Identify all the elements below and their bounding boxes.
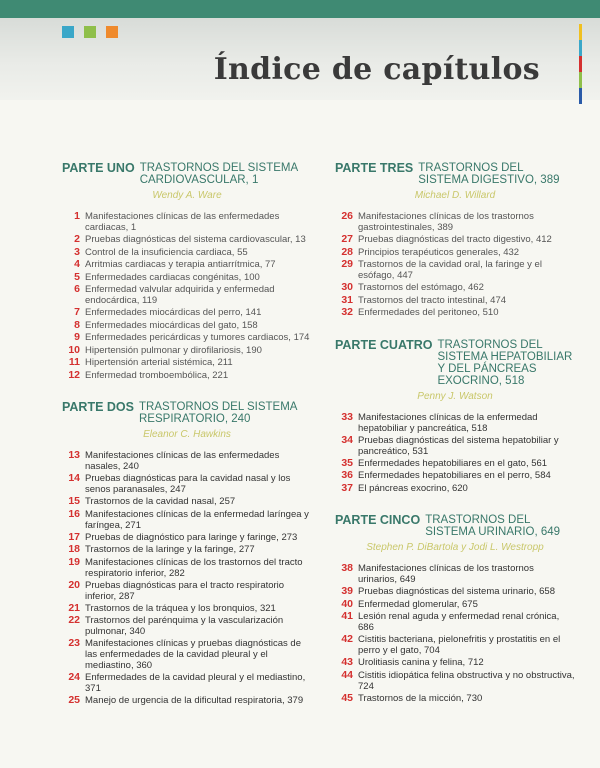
- part-author: Stephen P. DiBartola y Jodi L. Westropp: [366, 542, 544, 553]
- chapter-entry[interactable]: [62, 272, 312, 284]
- chapter-entry[interactable]: [62, 509, 312, 531]
- chapter-title: Control de la insuficiencia cardiaca, 55: [85, 246, 248, 258]
- part-header: [335, 162, 575, 186]
- chapter-title: Pruebas diagnósticas del tracto digestivo, 412: [358, 234, 552, 245]
- chapter-number: 25: [68, 694, 80, 706]
- chapter-title: Manifestaciones clínicas de la enfermedad hepatobiliar y pancreática, 518: [358, 411, 538, 434]
- chapter-title: Trastornos de la cavidad nasal, 257: [85, 496, 236, 507]
- top-color-bar: [0, 0, 600, 18]
- chapter-number: 45: [341, 691, 353, 704]
- part-section: [335, 162, 575, 319]
- chapter-title: Hipertensión arterial sistémica, 211: [85, 357, 233, 368]
- chapter-entry[interactable]: [335, 563, 575, 585]
- chapter-title: Pruebas diagnósticas para la cavidad nasal y los senos paranasales, 247: [85, 473, 291, 495]
- part-title: TRASTORNOS DEL SISTEMA RESPIRATORIO, 240: [139, 401, 297, 425]
- chapter-title: Pruebas diagnósticas para el tracto respiratorio inferior, 287: [85, 579, 285, 602]
- chapter-title: Enfermedades hepatobiliares en el gato, 561: [358, 457, 548, 469]
- chapter-title: Enfermedades del peritoneo, 510: [358, 307, 499, 318]
- part-author: Penny J. Watson: [417, 390, 493, 402]
- chapter-entry[interactable]: [62, 357, 312, 369]
- chapter-entry[interactable]: [62, 695, 312, 707]
- chapter-entry[interactable]: [335, 634, 575, 656]
- chapter-entry[interactable]: [335, 295, 575, 307]
- chapter-title: Trastornos de la micción, 730: [358, 692, 483, 704]
- chapter-number: 27: [341, 233, 353, 245]
- part-title: TRASTORNOS DEL SISTEMA CARDIOVASCULAR, 1: [139, 162, 298, 186]
- chapter-title: Manifestaciones clínicas de las enfermedades nasales, 240: [85, 450, 280, 472]
- part-label: PARTE CINCO: [335, 513, 421, 527]
- chapter-title: Cistitis bacteriana, pielonefritis y prostatitis en el perro y el gato, 704: [358, 634, 561, 656]
- chapter-title: Enfermedades pericárdicas y tumores cardiacos, 174: [85, 332, 310, 343]
- chapter-number: 7: [74, 306, 80, 318]
- chapter-entry[interactable]: [62, 473, 312, 495]
- chapter-entry[interactable]: [62, 345, 312, 357]
- right-column: [335, 162, 575, 724]
- chapter-title: Manifestaciones clínicas de la enfermedad laríngea y faríngea, 271: [85, 508, 309, 531]
- chapter-number: 13: [68, 449, 80, 461]
- chapter-entry[interactable]: [335, 483, 575, 495]
- chapter-number: 36: [341, 469, 353, 481]
- chapter-title: Pruebas diagnósticas del sistema hepatobiliar y pancreático, 531: [358, 434, 559, 457]
- chapter-entry[interactable]: [335, 259, 575, 281]
- chapter-entry[interactable]: [62, 307, 312, 319]
- chapter-entry[interactable]: [62, 247, 312, 259]
- chapter-entry[interactable]: [62, 496, 312, 508]
- chapter-title: Manifestaciones clínicas de las enfermedades cardiacas, 1: [85, 211, 280, 233]
- chapter-title: Pruebas diagnósticas del sistema urinario, 658: [358, 586, 555, 597]
- chapter-entry[interactable]: [62, 544, 312, 556]
- decorative-squares: [62, 26, 118, 38]
- chapter-title: Enfermedad valvular adquirida y enfermedad endocárdica, 119: [85, 284, 275, 306]
- chapter-number: 18: [68, 543, 80, 555]
- chapter-entry[interactable]: [62, 615, 312, 637]
- chapter-number: 15: [68, 495, 80, 507]
- chapter-title: Trastornos del parénquima y la vascularización pulmonar, 340: [85, 615, 284, 637]
- chapter-entry[interactable]: [335, 693, 575, 705]
- chapter-entry[interactable]: [335, 586, 575, 598]
- chapter-number: 43: [341, 656, 353, 668]
- chapter-title: Enfermedades cardiacas congénitas, 100: [85, 271, 260, 283]
- chapter-entry[interactable]: [62, 332, 312, 344]
- chapter-title: Trastornos de la laringe y la faringe, 277: [85, 544, 255, 555]
- left-column: [62, 162, 312, 727]
- chapter-number: 21: [68, 601, 80, 614]
- chapter-number: 28: [341, 245, 353, 258]
- chapter-number: 9: [74, 331, 80, 343]
- chapter-number: 32: [341, 306, 353, 318]
- chapter-number: 12: [68, 368, 80, 381]
- part-label: PARTE CUATRO: [335, 337, 433, 352]
- chapter-number: 3: [74, 245, 80, 258]
- side-color-stripes: [579, 24, 582, 104]
- chapter-entry[interactable]: [335, 412, 575, 434]
- chapter-title: Manejo de urgencia de la dificultad respiratoria, 379: [85, 695, 304, 706]
- part-section: [335, 339, 575, 495]
- chapter-entry[interactable]: [62, 557, 312, 579]
- page-title: Índice de capítulos: [213, 52, 540, 87]
- chapter-number: 31: [341, 293, 353, 306]
- blue-square-icon: [62, 26, 74, 38]
- chapter-entry[interactable]: [335, 657, 575, 669]
- part-author: Michael D. Willard: [414, 190, 496, 201]
- chapter-entry[interactable]: [62, 234, 312, 246]
- chapter-entry[interactable]: [335, 611, 575, 633]
- chapter-number: 22: [68, 614, 80, 626]
- chapter-entry[interactable]: [62, 638, 312, 671]
- chapter-entry[interactable]: [62, 320, 312, 332]
- chapter-title: Urolitiasis canina y felina, 712: [358, 657, 484, 668]
- chapter-number: 33: [341, 410, 353, 423]
- chapter-number: 29: [341, 258, 353, 270]
- chapter-entry[interactable]: [62, 259, 312, 271]
- chapter-entry[interactable]: [335, 435, 575, 457]
- chapter-number: 2: [74, 233, 80, 245]
- part-label: PARTE TRES: [335, 161, 414, 175]
- chapter-number: 41: [341, 610, 353, 622]
- chapter-title: Enfermedad tromboembólica, 221: [85, 369, 229, 381]
- chapter-title: Trastornos del estómago, 462: [358, 282, 484, 293]
- chapter-number: 38: [341, 562, 353, 574]
- chapter-number: 4: [74, 258, 80, 270]
- part-label: PARTE UNO: [62, 161, 135, 175]
- chapter-number: 37: [341, 481, 353, 494]
- chapter-entry[interactable]: [335, 234, 575, 246]
- part-header: [62, 401, 312, 425]
- chapter-entry[interactable]: [62, 580, 312, 602]
- chapter-number: 24: [68, 671, 80, 683]
- chapter-title: Pruebas de diagnóstico para laringe y faringe, 273: [85, 531, 298, 543]
- chapter-number: 16: [68, 507, 80, 520]
- chapter-entry[interactable]: [335, 282, 575, 294]
- part-header: [62, 162, 312, 186]
- chapter-title: Lesión renal aguda y enfermedad renal crónica, 686: [358, 611, 560, 633]
- chapter-number: 17: [68, 530, 80, 543]
- chapter-entry[interactable]: [335, 670, 575, 692]
- chapter-number: 19: [68, 555, 80, 568]
- chapter-title: Principios terapéuticos generales, 432: [358, 246, 520, 258]
- chapter-title: Enfermedades de la cavidad pleural y el mediastino, 371: [85, 672, 306, 694]
- part-author: Wendy A. Ware: [152, 190, 222, 201]
- chapter-number: 35: [341, 456, 353, 469]
- part-label: PARTE DOS: [62, 400, 134, 414]
- chapter-title: Manifestaciones clínicas de los trastornos urinarios, 649: [358, 563, 534, 585]
- chapter-title: Manifestaciones clínicas y pruebas diagnósticas de las enfermedades de la cavidad pleural y el mediastino, 360: [85, 638, 301, 671]
- chapter-number: 5: [74, 270, 80, 283]
- chapter-number: 20: [68, 578, 80, 591]
- chapter-title: El páncreas exocrino, 620: [358, 482, 468, 494]
- part-section: [62, 401, 312, 707]
- part-section: [62, 162, 312, 381]
- chapter-number: 42: [341, 633, 353, 645]
- chapter-number: 39: [341, 585, 353, 597]
- chapter-title: Cistitis idiopática felina obstructiva y no obstructiva, 724: [358, 669, 575, 692]
- chapter-entry[interactable]: [335, 470, 575, 482]
- chapter-number: 44: [341, 668, 353, 681]
- chapter-number: 6: [74, 283, 80, 295]
- part-header: [335, 339, 575, 387]
- chapter-number: 30: [341, 281, 353, 293]
- chapter-number: 26: [341, 210, 353, 222]
- part-author: Eleanor C. Hawkins: [143, 429, 231, 440]
- chapter-title: Pruebas diagnósticas del sistema cardiovascular, 13: [85, 234, 306, 245]
- chapter-title: Enfermedades hepatobiliares en el perro, 584: [358, 470, 551, 481]
- chapter-entry[interactable]: [62, 284, 312, 306]
- chapter-entry[interactable]: [62, 603, 312, 615]
- chapter-title: Enfermedades miocárdicas del gato, 158: [85, 319, 258, 331]
- chapter-title: Hipertensión pulmonar y dirofilariosis, 190: [85, 344, 262, 356]
- chapter-number: 23: [68, 637, 80, 649]
- chapter-number: 40: [341, 597, 353, 610]
- part-header: [335, 514, 575, 538]
- green-square-icon: [84, 26, 96, 38]
- chapter-title: Enfermedad glomerular, 675: [358, 598, 478, 610]
- chapter-entry[interactable]: [62, 370, 312, 382]
- chapter-entry[interactable]: [62, 211, 312, 233]
- part-title: TRASTORNOS DEL SISTEMA HEPATOBILIAR Y DEL PÁNCREAS EXOCRINO, 518: [437, 338, 573, 387]
- part-section: [335, 514, 575, 704]
- chapter-entry[interactable]: [62, 532, 312, 544]
- part-title: TRASTORNOS DEL SISTEMA DIGESTIVO, 389: [418, 162, 560, 186]
- chapter-number: 1: [74, 210, 80, 222]
- chapter-entry[interactable]: [62, 450, 312, 472]
- chapter-entry[interactable]: [335, 599, 575, 611]
- chapter-title: Arritmias cardiacas y terapia antiarrítmica, 77: [85, 259, 276, 270]
- part-title: TRASTORNOS DEL SISTEMA URINARIO, 649: [425, 514, 561, 538]
- chapter-title: Enfermedades miocárdicas del perro, 141: [85, 307, 262, 318]
- chapter-title: Trastornos del tracto intestinal, 474: [358, 294, 507, 306]
- chapter-number: 14: [68, 472, 80, 484]
- chapter-title: Trastornos de la cavidad oral, la faringe y el esófago, 447: [358, 259, 542, 281]
- chapter-entry[interactable]: [335, 247, 575, 259]
- chapter-number: 11: [68, 356, 80, 368]
- chapter-entry[interactable]: [335, 307, 575, 319]
- chapter-entry[interactable]: [62, 672, 312, 694]
- chapter-title: Manifestaciones clínicas de los trastornos del tracto respiratorio inferior, 282: [85, 556, 303, 579]
- chapter-number: 34: [341, 433, 353, 446]
- chapter-title: Manifestaciones clínicas de los trastornos gastrointestinales, 389: [358, 211, 534, 233]
- chapter-entry[interactable]: [335, 458, 575, 470]
- chapter-entry[interactable]: [335, 211, 575, 233]
- chapter-number: 10: [68, 343, 80, 356]
- orange-square-icon: [106, 26, 118, 38]
- chapter-title: Trastornos de la tráquea y los bronquios, 321: [85, 602, 276, 614]
- chapter-number: 8: [74, 318, 80, 331]
